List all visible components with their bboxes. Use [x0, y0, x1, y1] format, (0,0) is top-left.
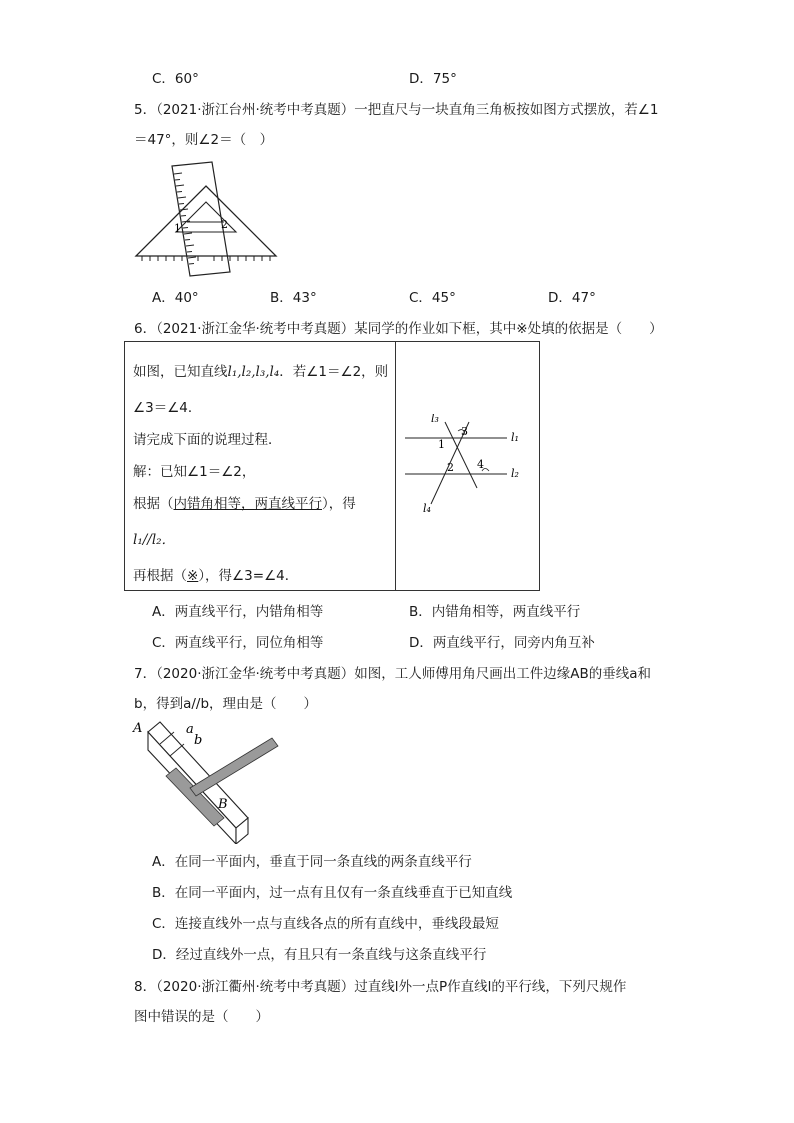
angle-3-label: 3 [461, 425, 468, 438]
q6-box-line7: 再根据（※），得∠3=∠4． [133, 568, 299, 584]
q6-box-line3: 请完成下面的说理过程． [133, 432, 282, 448]
angle-1-label: 1 [174, 222, 181, 235]
q7-option-b: B．在同一平面内，过一点有且仅有一条直线垂直于已知直线 [152, 885, 513, 901]
q5-option-c: C．45° [409, 290, 456, 306]
angle-2-label: 2 [221, 218, 228, 231]
q6-parallel-lines-figure [401, 414, 535, 518]
line-l2-label: l₂ [511, 467, 519, 480]
q5-option-b: B．43° [270, 290, 317, 306]
q5-stem-line2: ＝47°，则∠2＝（ ） [134, 132, 274, 148]
q5-stem-line1: 5．（2021·浙江台州·统考中考真题）一把直尺与一块直角三角板按如图方式摆放，若∠1 [134, 102, 659, 118]
line-a-label: a [186, 722, 194, 737]
q6-blank-mark: ※ [187, 568, 199, 584]
square-horizontal-arm [190, 738, 278, 796]
line-l3-label: l₃ [431, 414, 439, 425]
line-l4-label: l₄ [423, 502, 431, 515]
q6-option-a: A．两直线平行，内错角相等 [152, 604, 324, 620]
q6-stem: 6．（2021·浙江金华·统考中考真题）某同学的作业如下框，其中※处填的依据是（ ） [134, 321, 663, 337]
q6-box-line6: l₁//l₂． [133, 532, 176, 548]
line-l1-label: l₁ [511, 431, 519, 444]
q7-option-a: A．在同一平面内，垂直于同一条直线的两条直线平行 [152, 854, 472, 870]
q8-stem-line2: 图中错误的是（ ） [134, 1009, 269, 1025]
line-b-label: b [194, 733, 203, 748]
q8-stem-line1: 8．（2020·浙江衢州·统考中考真题）过直线l外一点P作直线l的平行线，下列尺规作 [134, 979, 627, 995]
q5-option-d: D．47° [548, 290, 596, 306]
q5-ruler-triangle-figure [132, 160, 282, 278]
q6-box-line4: 解：已知∠1＝∠2， [133, 464, 256, 480]
q5-option-a: A．40° [152, 290, 199, 306]
q7-workpiece-square-figure [130, 718, 282, 844]
q6-box-line2: ∠3＝∠4． [133, 400, 202, 416]
option-c: C．60° [152, 71, 199, 87]
q6-box-divider [395, 342, 396, 590]
q6-homework-box [124, 341, 540, 591]
q6-reason-underlined: 内错角相等，两直线平行 [173, 496, 322, 512]
point-a-label: A [133, 721, 143, 736]
q6-option-c: C．两直线平行，同位角相等 [152, 635, 324, 651]
q6-option-d: D．两直线平行，同旁内角互补 [409, 635, 595, 651]
angle-4-label: 4 [477, 458, 484, 471]
point-b-label: B [218, 797, 228, 812]
option-d: D．75° [409, 71, 457, 87]
q6-box-line5: 根据（内错角相等，两直线平行），得 [133, 496, 356, 512]
q7-stem-line2: b，得到a//b，理由是（ ） [134, 696, 318, 712]
q6-box-line1: 如图，已知直线l₁,l₂,l₃,l₄．若∠1＝∠2，则 [133, 364, 389, 380]
q7-stem-line1: 7．（2020·浙江金华·统考中考真题）如图，工人师傅用角尺画出工件边缘AB的垂线a和 [134, 666, 652, 682]
angle-2-label-q6: 2 [447, 461, 454, 474]
q6-option-b: B．内错角相等，两直线平行 [409, 604, 581, 620]
angle-1-label-q6: 1 [438, 438, 445, 451]
q7-option-c: C．连接直线外一点与直线各点的所有直线中，垂线段最短 [152, 916, 499, 932]
q7-option-d: D．经过直线外一点，有且只有一条直线与这条直线平行 [152, 947, 487, 963]
